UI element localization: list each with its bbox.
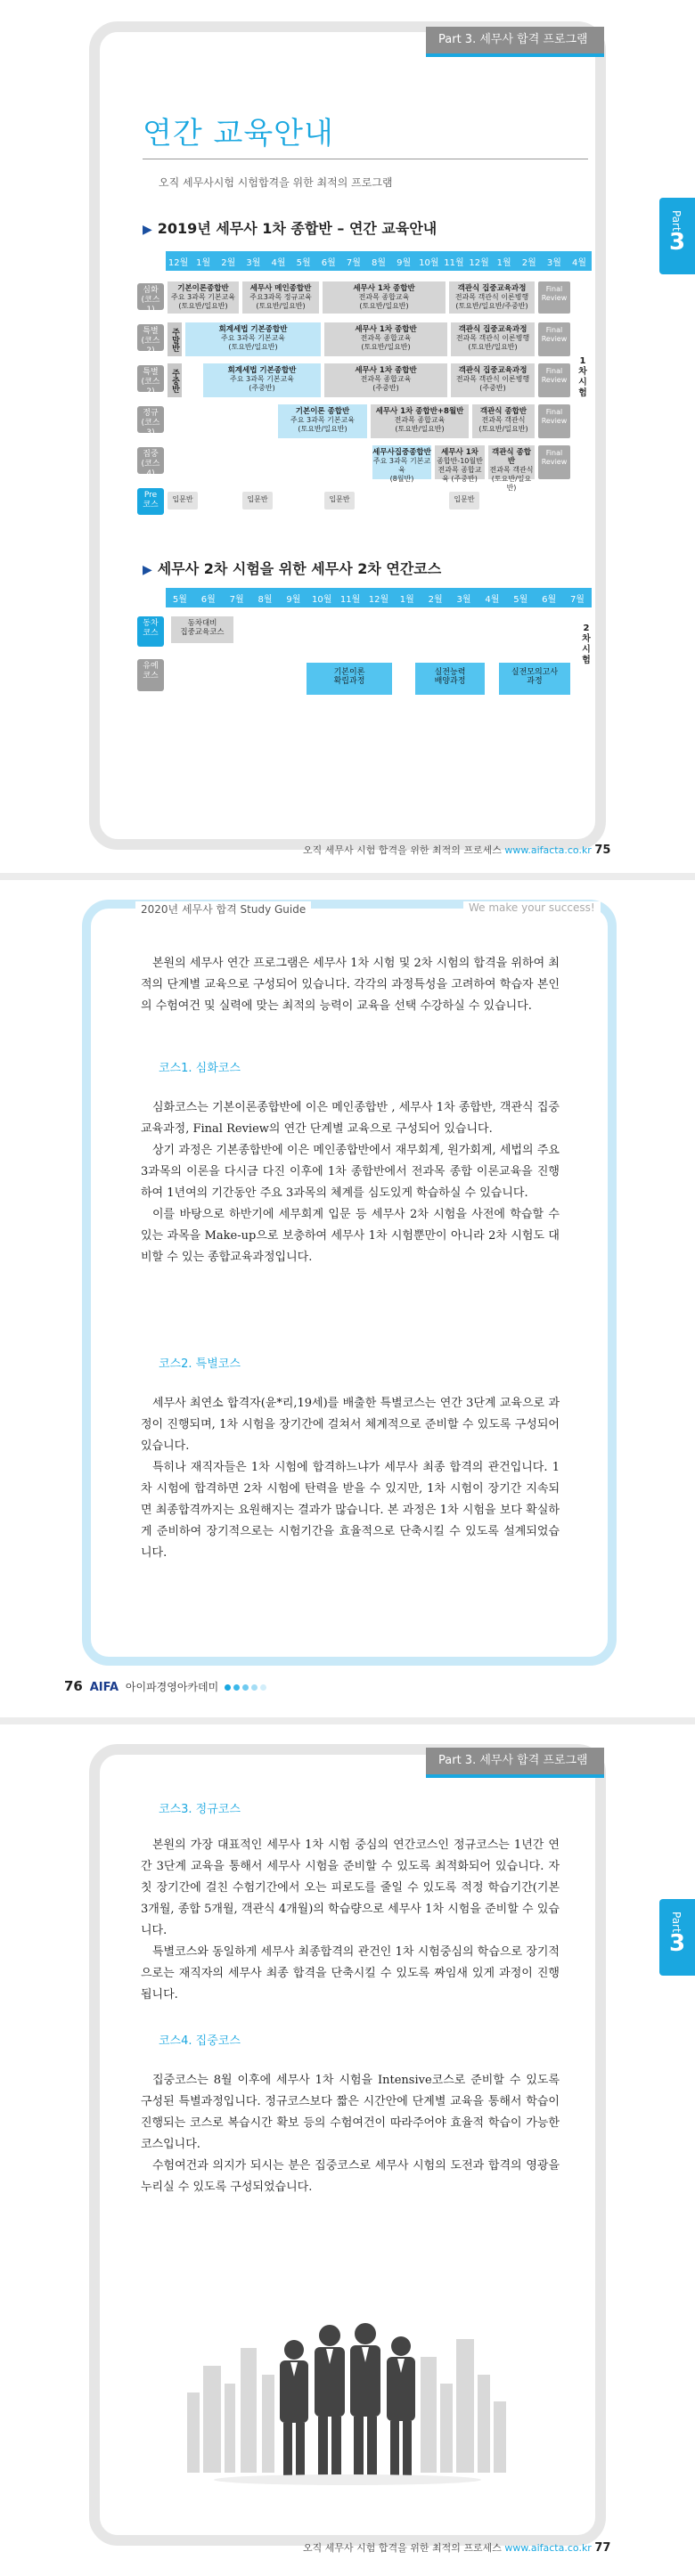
month-label: 1월 [496, 257, 511, 268]
slogan: We make your success! [463, 901, 601, 914]
cell-first-comprehensive-october: 세무사 1차 종합반-10월반 전과목 종합교육 (주중반) [435, 445, 485, 479]
final-review-4: Final Review [538, 404, 570, 438]
cell-objective-weekend: 객관식 집중교육과정 전과목 객관식 이론병행 (토요반/일요반) [451, 322, 535, 356]
footer-77 [303, 2540, 610, 2555]
side-tab-part3[interactable] [659, 198, 695, 274]
month-label: 10월 [419, 257, 439, 268]
final-review-3: Final Review [538, 363, 570, 397]
part-tab: Part 3. 세무사 합격 프로그램 [426, 1748, 604, 1774]
weekend-label: 주말반 [168, 322, 182, 356]
month-label: 4월 [485, 594, 500, 605]
side-tab-part-number: 3 [668, 228, 686, 256]
month-label: 12월 [469, 257, 489, 268]
month-label: 11월 [339, 594, 361, 605]
month-label: 10월 [312, 594, 332, 605]
month-label: 5월 [513, 594, 528, 605]
cell-basic-theory-2nd: 기본이론 확립과정 [307, 663, 392, 695]
row-label-special-weekday: 특별 (코스2) [137, 365, 164, 392]
side-tab-part3[interactable] [659, 1899, 695, 1976]
month-label: 8월 [258, 594, 273, 605]
intro-paragraph: 본원의 세무사 연간 프로그램은 세무사 1차 시험 및 2차 시험의 합격을 위하여 최적의 단계별 교육으로 구성되어 있습니다. 각각의 과정특성을 고려하여 학습자 본인의 수험여건 및 실력에 맞는 최적의 능력이 교육을 선택 수강하실 수 있습니다. [141, 957, 560, 1013]
weekday-label: 주중반 [168, 363, 182, 397]
row-label-deferred: 유예 코스 [137, 659, 164, 691]
side-tab-part-number: 3 [668, 1929, 686, 1957]
month-label: 7월 [346, 257, 361, 268]
month-label: 1월 [196, 257, 211, 268]
month-label: 3월 [546, 257, 561, 268]
month-label: 12월 [368, 594, 389, 605]
cell-intensive-comprehensive: 세무사집중종합반 주요 3과목 기본교육 (8월반) [372, 445, 431, 479]
footer-url[interactable]: www.aifacta.co.kr [504, 2542, 592, 2554]
page-number: 76 [64, 1678, 83, 1694]
cell-objective-intensive: 객관식 집중교육과정 전과목 객관식 이론병행 (토요반/일요반/주중반) [449, 281, 535, 314]
page-subtitle: 오직 세무사시험 시험합격을 위한 최적의 프로그램 [159, 176, 393, 189]
month-label: 5월 [172, 594, 187, 605]
footer-75 [303, 843, 610, 857]
month-label: 7월 [229, 594, 244, 605]
month-label: 2월 [221, 257, 236, 268]
section-title-2-text: 세무사 2차 시험을 위한 세무사 2차 연간코스 [157, 560, 442, 577]
final-review-2: Final Review [538, 322, 570, 356]
cell-first-comprehensive-weekday: 세무사 1차 종합반 전과목 종합교육 (주중반) [324, 363, 447, 397]
row-label-special-weekend: 특별 (코스2) [137, 324, 164, 351]
row-label-regular: 정규 (코스3) [137, 406, 164, 433]
cell-first-comprehensive: 세무사 1차 종합반 전과목 종합교육 (토요반/일요반) [323, 281, 446, 314]
cell-objective-regular: 객관식 종합반 전과목 객관식 (토요반/일요반) [472, 404, 535, 438]
month-label: 4월 [572, 257, 587, 268]
section-title-2 [143, 558, 441, 578]
dots-decoration [222, 1681, 266, 1693]
intro-class-1: 입문반 [168, 492, 198, 509]
triangle-icon: ▶ [143, 223, 152, 237]
cell-main-comprehensive: 세무사 메인종합반 주요3과목 정규교육 (토요반/일요반) [242, 281, 319, 314]
row-label-simultaneous: 동차 코스 [137, 616, 164, 647]
footer-text: 오직 세무사 시험 합격을 위한 최적의 프로세스 [303, 844, 502, 856]
final-review-5: Final Review [538, 445, 570, 479]
page-76 [0, 880, 695, 1717]
month-label: 9월 [397, 257, 412, 268]
month-label: 5월 [296, 257, 311, 268]
month-label: 1월 [399, 594, 414, 605]
page-77 [0, 1724, 695, 2576]
row-label-intensive: 집중 (코스4) [137, 447, 164, 474]
cell-basic-theory: 기본이론종합반 주요 3과목 기본교육 (토요반/일요반) [168, 281, 239, 314]
cell-simultaneous-prep: 동차대비 집중교육코스 [171, 616, 233, 643]
month-label: 11월 [444, 257, 464, 268]
course1-title: 코스1. 심화코스 [159, 1062, 241, 1075]
cell-mock-exam: 실전모의고사 과정 [499, 663, 570, 695]
cell-accounting-tax-basic-weekend: 회계세법 기본종합반 주요 3과목 기본교육 (토요반/일요반) [185, 322, 321, 356]
month-label: 3월 [246, 257, 261, 268]
month-label: 2월 [521, 257, 536, 268]
first-exam-label: 1차시험 [578, 356, 587, 398]
cell-practical-skill: 실전능력 배양과정 [415, 663, 485, 695]
row-label-pre: Pre 코스 [137, 488, 164, 515]
month-label: 6월 [200, 594, 216, 605]
row-label-deep: 심화 (코스1) [137, 283, 164, 310]
page-number: 75 [594, 844, 611, 857]
cell-first-comprehensive-weekend: 세무사 1차 종합반 전과목 종합교육 (토요반/일요반) [324, 322, 447, 356]
month-label: 8월 [372, 257, 387, 268]
month-bar-1 [166, 251, 592, 271]
side-tab-part-label: Part [670, 210, 683, 232]
month-label: 6월 [321, 257, 336, 268]
study-guide-label: 2020년 세무사 합격 Study Guide [135, 901, 311, 917]
section-title-1-text: 2019년 세무사 1차 종합반 – 연간 교육안내 [157, 220, 437, 237]
cell-objective-weekday: 객관식 집중교육과정 전과목 객관식 이론병행 (주중반) [451, 363, 535, 397]
month-label: 9월 [286, 594, 301, 605]
part-tab: Part 3. 세무사 합격 프로그램 [426, 27, 604, 53]
second-exam-label: 2차시험 [582, 624, 591, 665]
course1-body: 심화코스는 기본이론종합반에 이은 메인종합반 , 세무사 1차 종합반, 객관식 집중교육과정, Final Review의 연간 단계별 교육으로 구성되어 있습니다. 상기 과정은 기본종합반에 이은 메인종합반에서 재무회계, 원가회계, 세법의 주요 3과목의 이론을 다시금 다진 이후에 1차 종합반에서 전과목 종합 이론교육을 진행하여 1년여의 기간동안 주요 3과목의 체계를 심도있게 학습하실 수 있습니다. 이를 바탕으로 하반기에 세무회계 입문 등 세무사 2차 시험을 사전에 학습할 수 있는 과목을 Make-up으로 보충하여 세무사 1차 시험뿐만이 아니라 2차 시험도 대비할 수 있는 종합교육과정입니다. [141, 1101, 560, 1264]
cell-objective-intensive-course: 객관식 종합반 전과목 객관식 (토요반/일요반) [488, 445, 535, 479]
page-75 [0, 0, 695, 873]
month-label: 6월 [542, 594, 557, 605]
section-title-1 [143, 217, 437, 238]
intro-class-3: 입문반 [324, 492, 355, 509]
cell-basic-theory-regular: 기본이론 종합반 주요 3과목 기본교육 (토요반/일요반) [278, 404, 367, 438]
course4-body: 집중코스는 8월 이후에 세무사 1차 시험을 Intensive코스로 준비할 수 있도록 구성된 특별과정입니다. 정규코스보다 짧은 시간안에 단계별 교육을 통해서 학습이 진행되는 코스로 복습시간 확보 등의 수험여건이 따라주어야 효율적 학습이 가능한 코스입니다. 수험여건과 의지가 되시는 분은 집중코스로 세무사 시험의 도전과 합격의 영광을 누리실 수 있도록 구성되었습니다. [141, 2074, 560, 2194]
footer-76 [64, 1678, 266, 1694]
cell-first-comprehensive-regular: 세무사 1차 종합반+8월반 전과목 종합교육 (토요반/일요반) [371, 404, 469, 438]
cell-accounting-tax-basic-weekday: 회계세법 기본종합반 주요 3과목 기본교육 (주중반) [203, 363, 321, 397]
page-number: 77 [594, 2541, 611, 2555]
brand-name: 아이파경영아카데미 [125, 1681, 219, 1693]
side-tab-part-label: Part [670, 1912, 683, 1933]
triangle-icon: ▶ [143, 563, 152, 577]
intro-class-2: 입문반 [242, 492, 273, 509]
month-label: 7월 [569, 594, 585, 605]
course4-title: 코스4. 집중코스 [159, 2034, 241, 2048]
final-review-1: Final Review [538, 281, 570, 314]
course3-title: 코스3. 정규코스 [159, 1803, 241, 1816]
brand-logo: AIFA [89, 1681, 119, 1694]
course2-title: 코스2. 특별코스 [159, 1357, 241, 1371]
page-title: 연간 교육안내 [143, 116, 334, 151]
footer-text: 오직 세무사 시험 합격을 위한 최적의 프로세스 [303, 2542, 502, 2554]
course3-body: 본원의 가장 대표적인 세무사 1차 시험 중심의 연간코스인 정규코스는 1년간 연간 3단계 교육을 통해서 세무사 시험을 준비할 수 있도록 최적화되어 있습니다. 자칫 장기간에 걸친 수험기간에서 오는 피로도를 줄일 수 있도록 적정 학습기간(기본 3개월, 종합 5개월, 객관식 4개월)의 학습량으로 세무사 1차 시험을 준비할 수 있습니다. 특별코스와 동일하게 세무사 최종합격의 관건인 1차 시험중심의 학습으로 장기적으로는 재직자의 세무사 최종 합격을 단축시킬 수 있도록 짜임새 있게 과정이 진행됩니다. [141, 1838, 560, 2001]
intro-class-4: 입문반 [449, 492, 479, 509]
month-label: 4월 [271, 257, 286, 268]
footer-url[interactable]: www.aifacta.co.kr [504, 844, 592, 856]
month-label: 12월 [168, 257, 189, 268]
month-label: 3월 [456, 594, 471, 605]
course2-body: 세무사 최연소 합격자(윤*리,19세)를 배출한 특별코스는 연간 3단계 교육으로 과정이 진행되며, 1차 시험을 장기간에 걸쳐서 체계적으로 준비할 수 있도록 구성되어 있습니다. 특히나 재직자들은 1차 시험에 합격하느냐가 세무사 최종 합격의 관건입니다. 1차 시험에 합격하면 2차 시험에 탄력을 받을 수 있지만, 1차 시험이 장기간 지속되면 최종합격까지는 요원해지는 결과가 많습니다. 본 과정은 1차 시험을 보다 확실하게 준비하여 장기적으로는 시험기간을 효율적으로 단축시킬 수 있도록 설계되었습니다. [141, 1397, 560, 1560]
month-label: 2월 [428, 594, 443, 605]
business-people-illustration [187, 2295, 508, 2490]
month-bar-2 [166, 588, 592, 607]
